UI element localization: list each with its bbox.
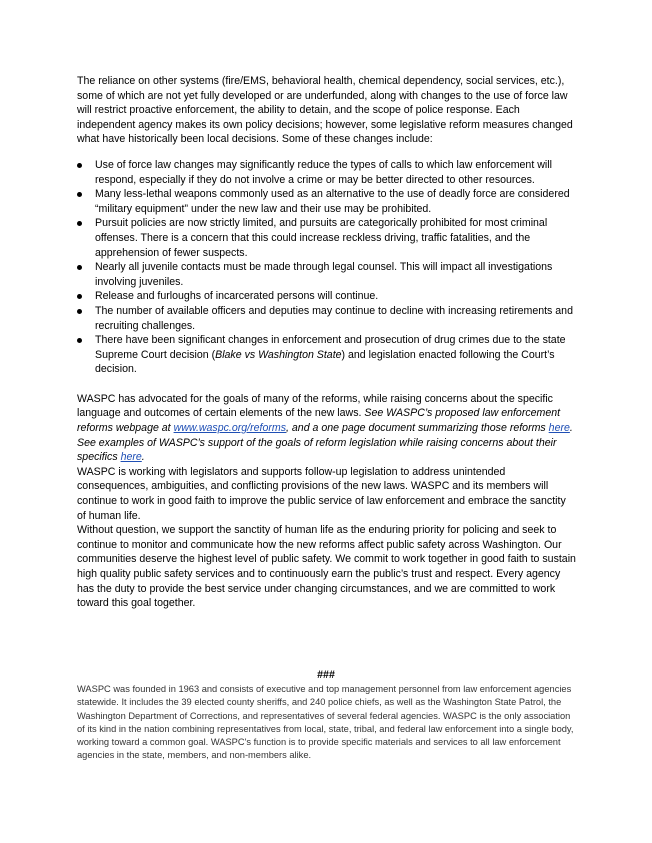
list-item: There have been significant changes in enforcement and prosecution of drug crimes due to the state Supreme Court decision (Blake vs Washington State) and legislation enacted following the Court’s decision.: [77, 333, 577, 377]
list-item: Pursuit policies are now strictly limited, and pursuits are categorically prohibited for most criminal offenses. There is a concern that this could increase reckless driving, traffic fatalities, and the apprehension of fewer suspects.: [77, 216, 577, 260]
bullet-icon: [77, 192, 82, 197]
advocacy-paragraph: WASPC has advocated for the goals of many of the reforms, while raising concerns about the specific language and outcomes of certain elements of the new laws. See WASPC’s proposed law enforcement reforms webpage at www.waspc.org/reforms, and a one page document summarizing those reforms here. See examples of WASPC’s support of the goals of reform legislation while raising concerns about their specifics here.: [77, 392, 573, 464]
bullet-icon: [77, 221, 82, 226]
list-item: Release and furloughs of incarcerated persons will continue.: [77, 289, 577, 304]
list-item: Many less-lethal weapons commonly used as an alternative to the use of deadly force are considered “military equipment” under the new law and their use may be prohibited.: [77, 187, 577, 216]
case-name: Blake vs Washington State: [215, 348, 342, 361]
end-mark: ###: [317, 669, 335, 681]
bullet-icon: [77, 294, 82, 299]
changes-list: [77, 158, 577, 377]
intro-paragraph: The reliance on other systems (fire/EMS, behavioral health, chemical dependency, social services, etc.), some of which are not yet fully developed or are underfunded, along with changes to the use of force law will restrict proactive enforcement, the ability to detain, and the scope of police response. Each independent agency makes its own policy decisions; however, some legislative reform measures changed what have historically been local decisions. Some of these changes include:: [77, 75, 573, 146]
bullet-icon: [77, 265, 82, 270]
reforms-webpage-link[interactable]: www.waspc.org/reforms: [173, 422, 287, 435]
bullet-icon: [77, 309, 82, 314]
legislation-paragraph: WASPC is working with legislators and supports follow-up legislation to address unintended consequences, ambiguities, and conflicting provisions of the new laws. WASPC and its members will continue to work in good faith to improve the public service of law enforcement and embrace the sanctity of human life.: [77, 465, 566, 522]
list-item: Use of force law changes may significantly reduce the types of calls to which law enforcement will respond, especially if they do not involve a crime or may be better directed to other resources.: [77, 158, 577, 187]
support-examples-link[interactable]: here: [120, 451, 142, 464]
list-item: The number of available officers and deputies may continue to decline with increasing retirements and recruiting challenges.: [77, 304, 577, 333]
bullet-icon: [77, 163, 82, 168]
about-waspc: WASPC was founded in 1963 and consists of executive and top management personnel from law enforcement agencies statewide. It includes the 39 elected county sheriffs, and 240 police chiefs, as well as the Washington State Patrol, the Washington Department of Corrections, and representatives of several federal agencies. WASPC is the only association of its kind in the nation combining representatives from local, state, tribal, and federal law enforcement into a single body, working toward a common goal. WASPC's function is to provide specific materials and services to all law enforcement agencies in the state, members, and non-members alike.: [77, 684, 574, 761]
list-item: Nearly all juvenile contacts must be made through legal counsel. This will impact all investigations involving juveniles.: [77, 260, 577, 289]
document-body: [77, 74, 577, 611]
summary-document-link[interactable]: here: [548, 422, 570, 435]
bullet-icon: [77, 338, 82, 343]
closing-paragraph: Without question, we support the sanctity of human life as the enduring priority for policing and seek to continue to monitor and communicate how the new reforms affect public safety across Washington. Our communities deserve the highest level of public safety. We commit to work together in good faith to sustain high quality public safety services and to continuously earn the public’s trust and respect. Every agency has the duty to provide the best service under changing circumstances, and we are committed to work toward this goal together.: [77, 524, 576, 610]
